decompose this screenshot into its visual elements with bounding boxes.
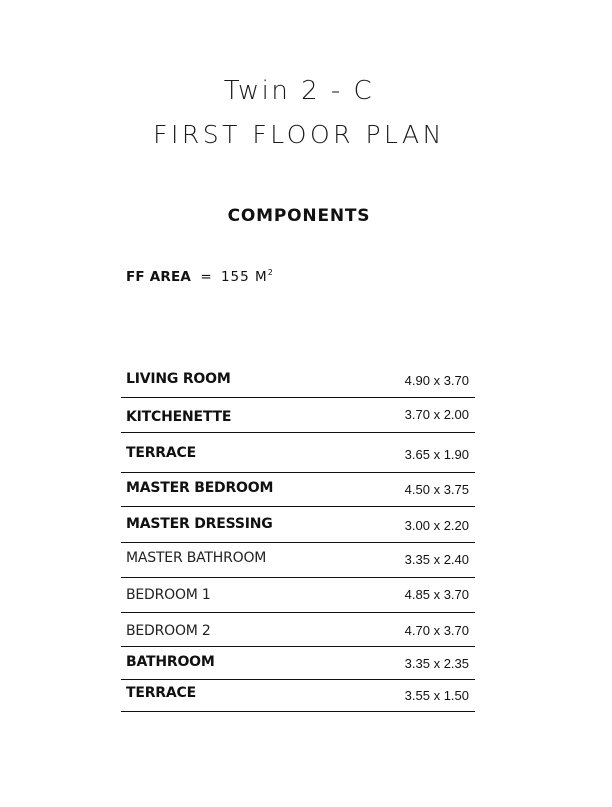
room-name: KITCHENETTE (126, 409, 232, 425)
room-row (121, 613, 475, 647)
plan-title: Twin 2 - C (223, 76, 375, 106)
room-name: TERRACE (126, 445, 196, 461)
room-dimensions: 3.55 x 1.50 (404, 688, 469, 703)
room-name: MASTER BATHROOM (126, 550, 267, 566)
room-name: MASTER DRESSING (126, 516, 273, 532)
room-dimensions: 3.35 x 2.35 (404, 656, 469, 671)
room-dimensions: 4.50 x 3.75 (404, 482, 469, 497)
room-dimensions: 3.35 x 2.40 (404, 552, 469, 567)
room-dimensions: 4.85 x 3.70 (404, 587, 469, 602)
room-name: BEDROOM 2 (126, 623, 211, 639)
room-name: BEDROOM 1 (126, 587, 211, 603)
room-row (121, 507, 475, 543)
room-row (121, 543, 475, 578)
room-name: BATHROOM (126, 654, 215, 670)
floor-area-unit-superscript: 2 (267, 268, 273, 277)
rooms-table (121, 362, 475, 712)
room-dimensions: 3.65 x 1.90 (404, 447, 469, 462)
floor-area-value: 155 M (220, 269, 268, 285)
room-row (121, 473, 475, 507)
room-dimensions: 4.90 x 3.70 (404, 373, 469, 388)
room-row (121, 680, 475, 712)
room-dimensions: 3.00 x 2.20 (404, 518, 469, 533)
room-name: TERRACE (126, 685, 196, 701)
floor-area-equals: = (200, 269, 212, 285)
room-name: LIVING ROOM (126, 371, 231, 387)
floor-area (126, 268, 273, 285)
room-row (121, 398, 475, 433)
room-row (121, 578, 475, 613)
plan-subtitle: FIRST FLOOR PLAN (153, 120, 445, 149)
room-dimensions: 4.70 x 3.70 (404, 623, 469, 638)
components-heading: COMPONENTS (227, 206, 371, 226)
floor-area-label: FF AREA (126, 269, 192, 285)
room-row (121, 433, 475, 473)
room-row (121, 362, 475, 398)
room-name: MASTER BEDROOM (126, 480, 274, 496)
room-row (121, 647, 475, 680)
room-dimensions: 3.70 x 2.00 (404, 407, 469, 422)
